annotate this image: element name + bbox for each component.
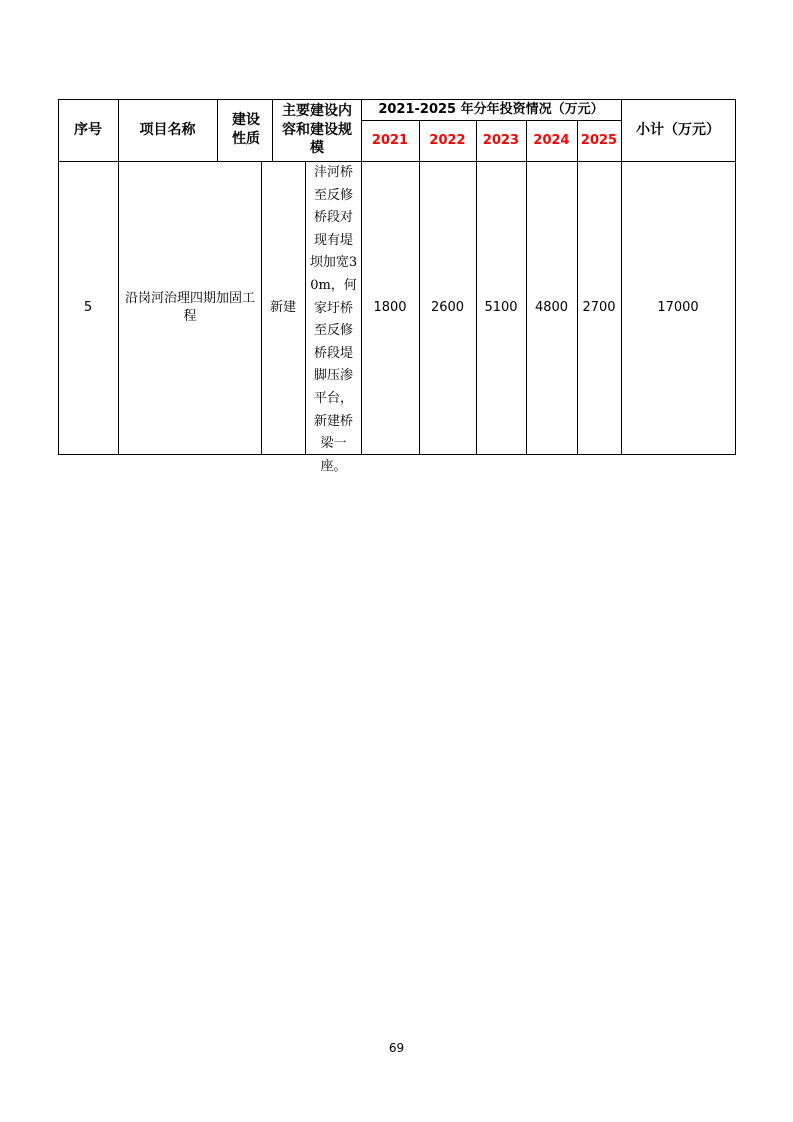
page-number: 69 — [388, 1041, 405, 1055]
row-value-2025: 2700 — [582, 299, 616, 315]
header-year-2024: 2024 — [533, 132, 570, 148]
row-subtotal: 17000 — [657, 299, 699, 315]
header-seq: 序号 — [74, 121, 102, 138]
col-divider-name-header — [217, 99, 218, 162]
row-value-2024: 4800 — [534, 299, 569, 315]
row-value-2021: 1800 — [373, 299, 407, 315]
row-project-name: 沿岗河治理四期加固工程 — [124, 290, 255, 324]
header-year-2022: 2022 — [429, 132, 466, 148]
col-divider-nature-header — [272, 99, 273, 162]
header-construction-nature: 建设性质 — [232, 112, 260, 147]
header-construction-content: 主要建设内容和建设规模 — [282, 102, 352, 157]
investment-table — [58, 99, 736, 474]
row-value-2022: 2600 — [430, 299, 465, 315]
header-year-2025: 2025 — [580, 132, 618, 148]
header-year-2021: 2021 — [371, 132, 409, 148]
table-border-right — [735, 99, 736, 455]
header-project-name: 项目名称 — [139, 121, 196, 138]
header-subtotal: 小计（万元） — [636, 121, 720, 138]
row-value-2023: 5100 — [484, 299, 518, 315]
header-investment-group: 2021-2025 年分年投资情况（万元） — [378, 101, 604, 117]
row-construction-nature: 新建 — [269, 299, 296, 315]
header-year-2023: 2023 — [482, 132, 520, 148]
row-construction-content: 沣河桥至反修桥段对现有堤坝加宽30m，何家圩桥至反修桥段堤脚压渗平台，新建桥梁一座。 — [309, 165, 358, 474]
table-border-bottom — [58, 454, 736, 455]
row-seq: 5 — [83, 299, 93, 315]
